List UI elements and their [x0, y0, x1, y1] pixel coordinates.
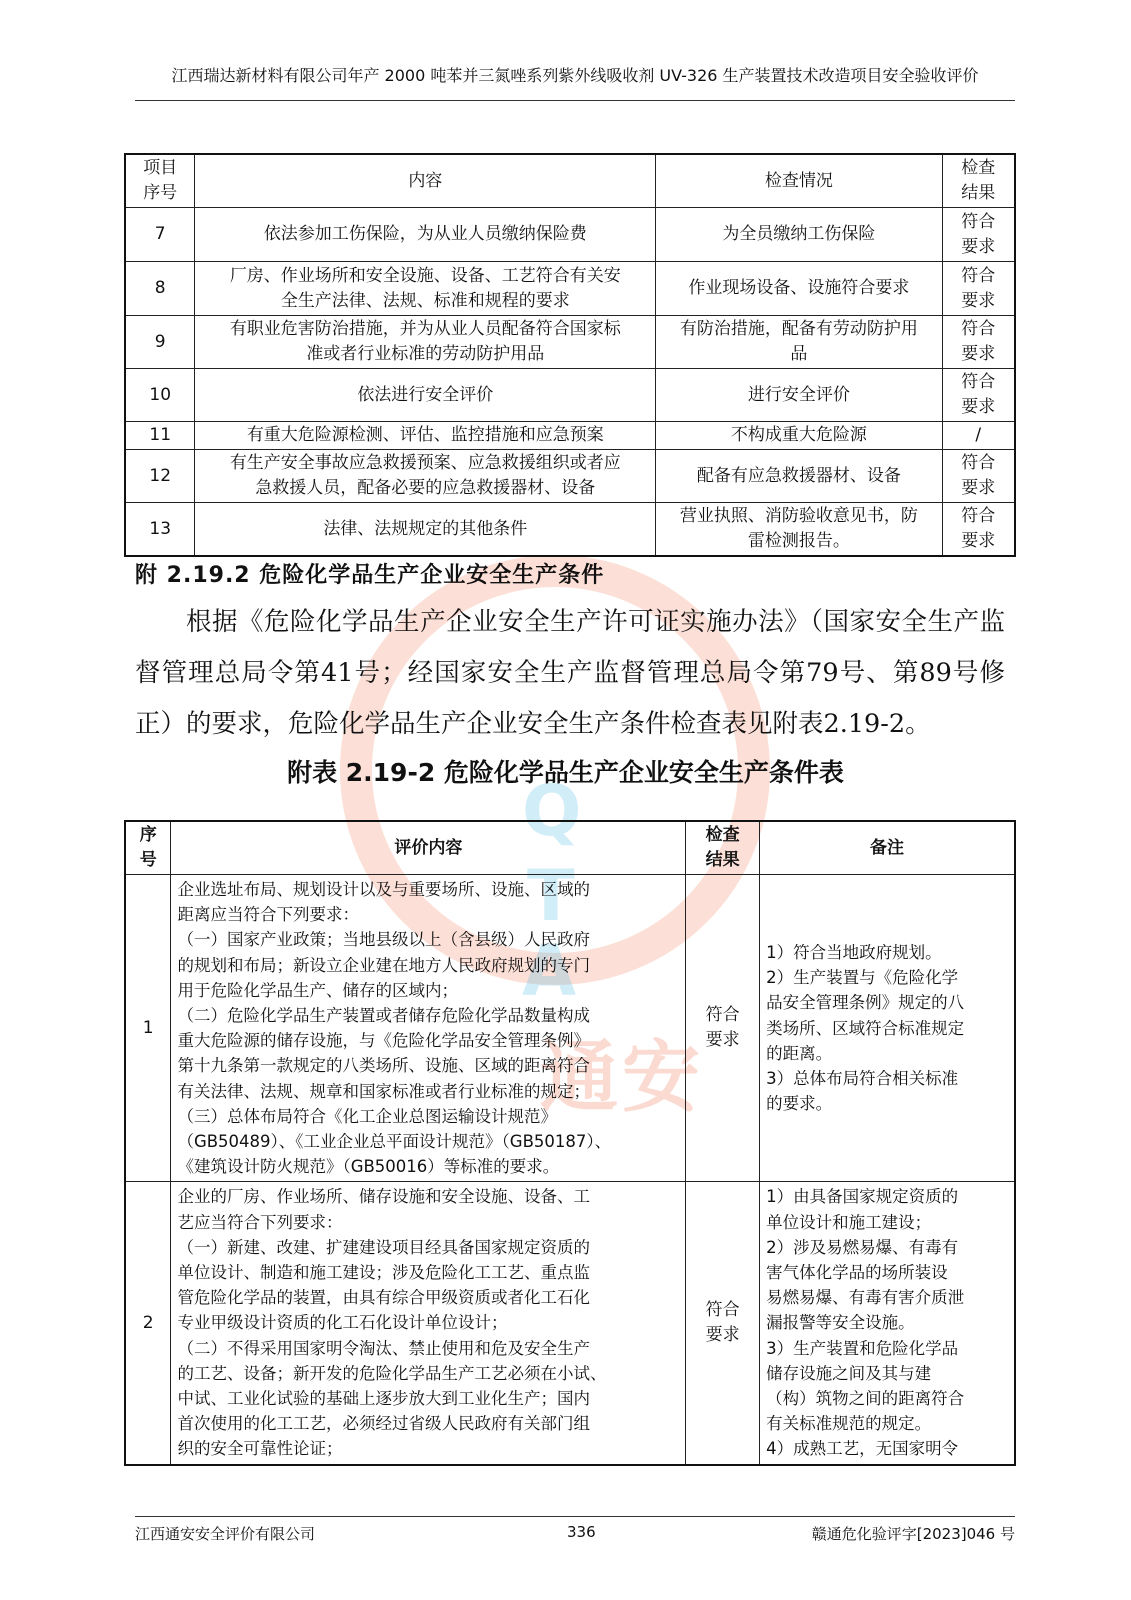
row-result: 符合 要求	[942, 369, 1015, 422]
table-row	[125, 422, 1015, 450]
row-result: 符合 要求	[942, 262, 1015, 316]
row-check: 不构成重大危险源	[656, 422, 942, 450]
table-safety-conditions-continued	[124, 153, 1016, 557]
col-header-result: 检查 结果	[942, 154, 1015, 208]
table-row	[125, 369, 1015, 422]
watermark-letter-q: Q	[522, 770, 582, 852]
table-row	[125, 262, 1015, 316]
row-content: 法律、法规规定的其他条件	[195, 503, 656, 557]
row-no: 9	[125, 316, 195, 369]
table-production-safety-conditions	[124, 820, 1016, 1466]
row-no: 10	[125, 369, 195, 422]
watermark-letter-a: A	[522, 930, 577, 1012]
row-result: 符合 要求	[686, 875, 760, 1182]
col-header-content: 内容	[195, 154, 656, 208]
row-check: 配备有应急救援器材、设备	[656, 450, 942, 503]
col-header-check: 检查情况	[656, 154, 942, 208]
watermark-text: 通安	[540, 1033, 705, 1123]
row-result: 符合 要求	[686, 1182, 760, 1465]
table-row	[125, 1182, 1015, 1465]
table-caption: 附表 2.19-2 危险化学品生产企业安全生产条件表	[287, 758, 844, 787]
row-content: 依法参加工伤保险，为从业人员缴纳保险费	[195, 208, 656, 262]
row-result: 符合 要求	[942, 503, 1015, 557]
row-result: /	[942, 422, 1015, 450]
row-notes: 1）由具备国家规定资质的 单位设计和施工建设； 2）涉及易燃易爆、有毒有 害气体化学品的场所装设 易燃易爆、有毒有害介质泄 漏报警等安全设施。 3）生产装置和危险化学品 储存设施之间及其与建 （构）筑物之间的距离符合 有关标准规范的规定。 4）成熟工艺，无国家明令	[760, 1182, 1015, 1465]
page-header: 江西瑞达新材料有限公司年产 2000 吨苯并三氮唑系列紫外线吸收剂 UV-326 生产装置技术改造项目安全验收评价	[135, 62, 1015, 101]
watermark-letter-t: T	[527, 855, 575, 937]
row-no: 12	[125, 450, 195, 503]
row-no: 1	[125, 875, 171, 1182]
col-header-item-no: 项目 序号	[125, 154, 195, 208]
table-header-row	[125, 154, 1015, 208]
table-row	[125, 875, 1015, 1182]
row-content: 企业选址布局、规划设计以及与重要场所、设施、区域的 距离应当符合下列要求： （一）国家产业政策；当地县级以上（含县级）人民政府 的规划和布局；新设立企业建在地方人民政府规划的专门 用于危险化学品生产、储存的区域内； （二）危险化学品生产装置或者储存危险化学品数量构成 重大危险源的储存设施，与《危险化学品安全管理条例》 第十九条第一款规定的八类场所、设施、区域的距离符合 有关法律、法规、规章和国家标准或者行业标准的规定； （三）总体布局符合《化工企业总图运输设计规范》 （GB50489）、《工业企业总平面设计规范》（GB50187）、 《建筑设计防火规范》（GB50016）等标准的要求。	[171, 875, 686, 1182]
row-content: 有职业危害防治措施，并为从业人员配备符合国家标 准或者行业标准的劳动防护用品	[195, 316, 656, 369]
row-content: 有重大危险源检测、评估、监控措施和应急预案	[195, 422, 656, 450]
table-header-row	[125, 821, 1015, 875]
row-content: 有生产安全事故应急救援预案、应急救援组织或者应 急救援人员，配备必要的应急救援器材、设备	[195, 450, 656, 503]
row-result: 符合 要求	[942, 450, 1015, 503]
row-no: 11	[125, 422, 195, 450]
row-check: 作业现场设备、设施符合要求	[656, 262, 942, 316]
col-header-content: 评价内容	[171, 821, 686, 875]
row-content: 依法进行安全评价	[195, 369, 656, 422]
col-header-no: 序 号	[125, 821, 171, 875]
table-row	[125, 316, 1015, 369]
row-check: 有防治措施，配备有劳动防护用 品	[656, 316, 942, 369]
section-paragraph: 根据《危险化学品生产企业安全生产许可证实施办法》（国家安全生产监督管理总局令第41号；经国家安全生产监督管理总局令第79号、第89号修正）的要求，危险化学品生产企业安全生产条件检查表见附表2.19-2。	[135, 607, 1005, 739]
table-row	[125, 503, 1015, 557]
footer-doc-number: 赣通危化验评字[2023]046 号	[811, 1525, 1015, 1543]
row-no: 8	[125, 262, 195, 316]
table-row	[125, 450, 1015, 503]
row-content: 厂房、作业场所和安全设施、设备、工艺符合有关安 全生产法律、法规、标准和规程的要求	[195, 262, 656, 316]
row-check: 营业执照、消防验收意见书，防 雷检测报告。	[656, 503, 942, 557]
row-result: 符合 要求	[942, 208, 1015, 262]
row-no: 7	[125, 208, 195, 262]
row-content: 企业的厂房、作业场所、储存设施和安全设施、设备、工 艺应当符合下列要求： （一）新建、改建、扩建建设项目经具备国家规定资质的 单位设计、制造和施工建设；涉及危险化工工艺、重点监 管危险化学品的装置，由具有综合甲级资质或者化工石化 专业甲级设计资质的化工石化设计单位设计； （二）不得采用国家明令淘汰、禁止使用和危及安全生产 的工艺、设备；新开发的危险化学品生产工艺必须在小试、 中试、工业化试验的基础上逐步放大到工业化生产；国内 首次使用的化工工艺，必须经过省级人民政府有关部门组 织的安全可靠性论证；	[171, 1182, 686, 1465]
footer-page-number: 336	[567, 1523, 596, 1541]
col-header-result: 检查 结果	[686, 821, 760, 875]
row-no: 2	[125, 1182, 171, 1465]
page-footer	[135, 1516, 1015, 1543]
row-result: 符合 要求	[942, 316, 1015, 369]
row-notes: 1）符合当地政府规划。 2）生产装置与《危险化学 品安全管理条例》规定的八 类场所、区域符合标准规定 的距离。 3）总体布局符合相关标准 的要求。	[760, 875, 1015, 1182]
table-row	[125, 208, 1015, 262]
footer-company: 江西通安安全评价有限公司	[135, 1525, 316, 1543]
section-heading: 附 2.19.2 危险化学品生产企业安全生产条件	[135, 563, 605, 588]
col-header-notes: 备注	[760, 821, 1015, 875]
row-check: 进行安全评价	[656, 369, 942, 422]
row-no: 13	[125, 503, 195, 557]
row-check: 为全员缴纳工伤保险	[656, 208, 942, 262]
